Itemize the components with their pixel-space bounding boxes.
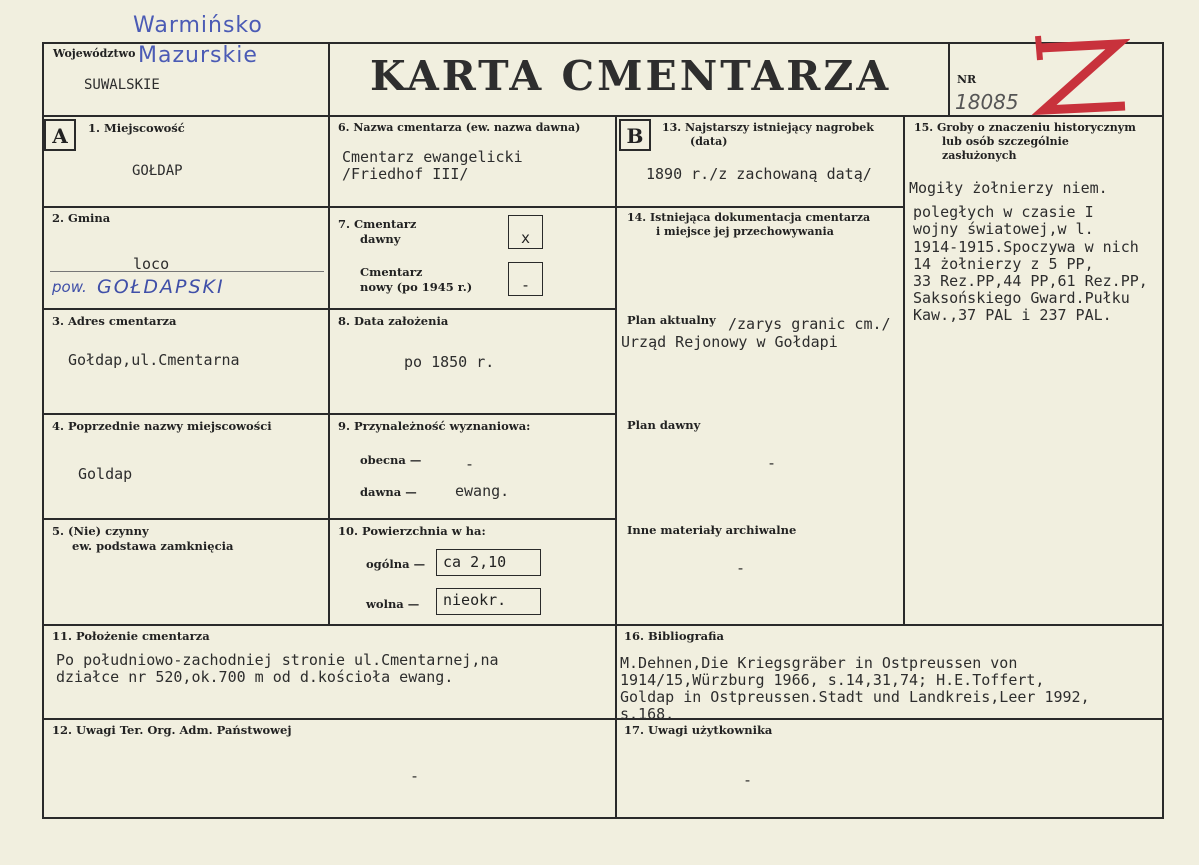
field-11-value-1: Po południowo-zachodniej stronie ul.Cmentarnej,na [56,651,499,669]
field-6-label: 6. Nazwa cmentarza (ew. nazwa dawna) [338,121,581,134]
col-divider-3 [903,115,905,624]
field-15-label-2: lub osób szczególnie [942,135,1069,148]
field-13-label-2: (data) [690,135,728,148]
card-title: KARTA CMENTARZA [370,52,892,100]
field-2-underline [50,271,324,272]
plan-dawny-label: Plan dawny [627,418,701,432]
section-b-letter: B [626,124,644,148]
field-7-nowy-label-1: Cmentarz [360,265,423,279]
field-10-wolna-box: nieokr. [436,588,541,615]
voivodeship-label: Województwo [53,47,136,60]
field-15-line-3: wojny światowej,w l. [913,220,1094,238]
field-9-obecna-label: obecna — [360,453,422,467]
field-8-value: po 1850 r. [404,353,495,371]
row-divider-6 [42,718,1164,720]
field-12-label: 12. Uwagi Ter. Org. Adm. Państwowej [52,723,292,737]
field-8-label: 8. Data założenia [338,314,449,328]
field-7-dawny-label-1: 7. Cmentarz [338,217,417,231]
section-a-box [44,119,76,151]
field-16-line-3: Goldap in Ostpreussen.Stadt und Landkreis,Leer 1992, [620,688,1090,706]
field-2-label: 2. Gmina [52,211,111,225]
field-15-line-5: 14 żołnierzy z 5 PP, [913,255,1094,273]
field-15-label-1: 15. Groby o znaczeniu historycznym [914,121,1136,134]
field-2-hand-prefix: pow. [52,278,87,296]
row-divider-2 [42,308,616,310]
voivodeship-value: SUWALSKIE [84,77,160,93]
section-a-letter: A [52,124,68,148]
row-divider-5 [42,624,1164,626]
field-17-label: 17. Uwagi użytkownika [624,723,773,737]
inne-materialy-value: - [736,559,746,577]
field-12-value: - [410,767,420,785]
stamp-line-1: Warmińsko [133,13,263,38]
field-7-nowy-mark: - [520,276,531,294]
nr-label: NR [957,73,977,86]
field-4-label: 4. Poprzednie nazwy miejscowości [52,419,272,433]
field-14-label-2: i miejsce jej przechowywania [656,225,834,238]
field-16-line-4: s.168. [620,705,675,723]
header-left-divider [328,42,330,115]
field-15-line-8: Kaw.,37 PAL i 237 PAL. [913,306,1112,324]
field-16-line-2: 1914/15,Würzburg 1966, s.14,31,74; H.E.Toffert, [620,671,1045,689]
field-7-nowy-box [508,262,543,296]
field-16-line-1: M.Dehnen,Die Kriegsgräber in Ostpreussen von [620,654,1018,672]
nr-value: 18085 [955,90,1019,114]
field-6-value-1: Cmentarz ewangelicki [342,148,523,166]
field-2-hand-value: GOŁDAPSKI [97,276,225,298]
field-13-label-1: 13. Najstarszy istniejący nagrobek [662,121,874,134]
field-2-value: loco [133,255,170,273]
field-15-line-6: 33 Rez.PP,44 PP,61 Rez.PP, [913,272,1148,290]
field-10-wolna-label: wolna — [366,597,420,611]
field-1-value: GOŁDAP [132,163,183,179]
field-9-dawna-value: ewang. [455,482,510,500]
field-14-label-1: 14. Istniejąca dokumentacja cmentarza [627,211,871,224]
field-11-label: 11. Położenie cmentarza [52,629,210,643]
header-divider [42,115,1164,117]
field-15-label-3: zasłużonych [942,149,1017,162]
field-4-value: Goldap [78,465,133,483]
plan-aktualny-label: Plan aktualny [627,313,716,327]
field-10-ogolna-box: ca 2,10 [436,549,541,576]
col-divider-2 [615,115,617,818]
field-6-value-2: /Friedhof III/ [342,165,469,183]
field-9-obecna-value: - [465,455,475,473]
inne-materialy-label: Inne materiały archiwalne [627,523,797,537]
stamp-line-2: Mazurskie [138,43,258,68]
field-15-line-4: 1914-1915.Spoczywa w nich [913,238,1139,256]
field-1-label: 1. Miejscowość [88,121,185,135]
plan-aktualny-value-2: Urząd Rejonowy w Gołdapi [621,333,838,351]
field-15-line-7: Saksońskiego Gward.Pułku [913,289,1130,307]
field-17-value: - [743,771,753,789]
field-7-dawny-label-2: dawny [360,232,401,246]
field-9-dawna-label: dawna — [360,485,417,499]
plan-aktualny-value-1: /zarys granic cm./ [728,315,891,333]
field-10-ogolna-label: ogólna — [366,557,426,571]
field-7-dawny-box [508,215,543,249]
row-divider-3 [42,413,616,415]
section-b-box [619,119,651,151]
row-divider-1 [42,206,616,208]
field-7-nowy-label-2: nowy (po 1945 r.) [360,280,473,294]
field-5-label-2: ew. podstawa zamknięcia [72,539,234,553]
field-15-line-1: Mogiły żołnierzy niem. [909,179,1108,197]
field-15-line-2: poległych w czasie I [913,203,1094,221]
field-3-label: 3. Adres cmentarza [52,314,177,328]
field-10-label: 10. Powierzchnia w ha: [338,524,486,538]
col-divider-1 [328,115,330,624]
field-3-value: Gołdap,ul.Cmentarna [68,351,240,369]
red-z-mark-icon [1030,30,1130,122]
field-11-value-2: działce nr 520,ok.700 m od d.kościoła ewang. [56,668,454,686]
field-13-value: 1890 r./z zachowaną datą/ [646,165,872,183]
plan-dawny-value: - [767,454,777,472]
field-9-label: 9. Przynależność wyznaniowa: [338,419,531,433]
header-right-divider [948,42,950,115]
field-5-label-1: 5. (Nie) czynny [52,524,149,538]
row-divider-4 [42,518,616,520]
field-7-dawny-mark: x [520,229,531,247]
row-divider-b1 [615,206,904,208]
field-16-label: 16. Bibliografia [624,629,724,643]
